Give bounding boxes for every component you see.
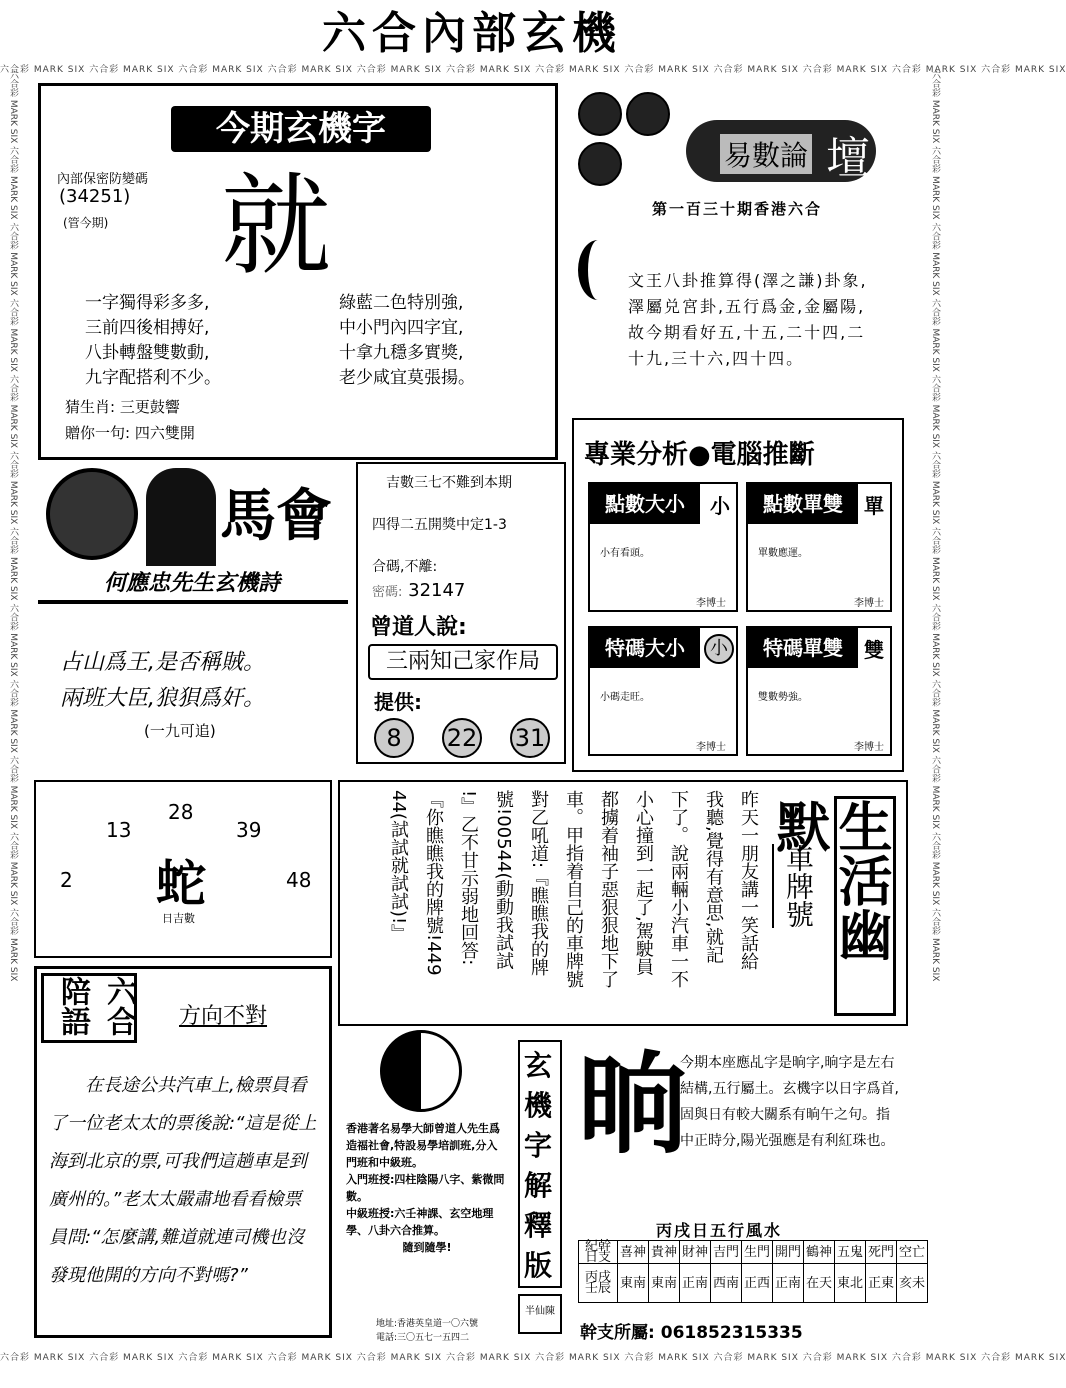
yishu-title-big: 壇 bbox=[826, 133, 870, 184]
code-value: 32147 bbox=[408, 580, 466, 601]
code-label: 密碼: bbox=[372, 585, 403, 600]
snake-box bbox=[34, 780, 332, 958]
table-cell: 西南 bbox=[711, 1264, 742, 1303]
page-title: 六合內部玄機 bbox=[322, 8, 622, 59]
poem-line: 一字獨得彩多多, bbox=[85, 293, 210, 313]
footer-value: 061852315335 bbox=[660, 1323, 803, 1343]
analysis-title: 專業分析●電腦推斷 bbox=[584, 440, 815, 470]
poem-line: 占山爲王,是否稱賊。 bbox=[60, 650, 265, 675]
poem-line: 綠藍二色特別強, bbox=[339, 293, 464, 313]
humor-subtitle: 車牌號 bbox=[772, 844, 818, 928]
lucky-number: 8 bbox=[374, 718, 414, 758]
master-welcome: 隨到隨學! bbox=[402, 1241, 452, 1254]
card-desc: 雙數勢強。 bbox=[758, 692, 808, 703]
table-header-cell: 喜神 bbox=[618, 1241, 649, 1264]
table-header-cell: 開門 bbox=[773, 1241, 804, 1264]
card-desc: 小有看頭。 bbox=[600, 548, 650, 559]
coin-icon bbox=[578, 142, 622, 186]
humor-column: 小心撞到一起了,駕駛員 bbox=[633, 790, 654, 976]
seal-box bbox=[518, 1294, 562, 1334]
snake-char: 蛇 bbox=[156, 854, 206, 913]
table-cell: 正東 bbox=[866, 1264, 897, 1303]
lucky-number: 22 bbox=[442, 718, 482, 758]
humor-column: 下了。說兩輛小汽車一不 bbox=[668, 790, 689, 988]
humor-column: 號!00544(動動我試試 bbox=[493, 790, 514, 970]
table-header-cell: 生門 bbox=[742, 1241, 773, 1264]
gift-row bbox=[65, 422, 195, 443]
joke-text: 在長途公共汽車上,檢票員看了一位老太太的票後說:“這是從上海到北京的票,可我們這趟車是到廣州的。”老太太嚴肅地看看檢票員問:“怎麼講,難道就連司機也沒發現他開的方向不對嗎?” bbox=[49, 1075, 317, 1286]
table-header-cell: 死門 bbox=[866, 1241, 897, 1264]
humor-column: 我聽,覺得有意思,就記 bbox=[703, 790, 724, 964]
right-stripe: 六合彩 MARK SIX 六合彩 MARK SIX 六合彩 MARK SIX 六合彩 MARK SIX 六合彩 MARK SIX 六合彩 MARK SIX 六合彩 MARK SIX 六合彩 MARK SIX 六合彩 MARK SIX 六合彩 MARK SIX 六合彩 MARK SIX 六合彩 MARK SIX bbox=[930, 70, 940, 982]
humor-columns bbox=[376, 790, 766, 1020]
humor-column: 昨天一朋友講一笑話給 bbox=[738, 790, 759, 970]
card-title: 點數單雙 bbox=[748, 484, 858, 524]
horse-emblem-icon bbox=[46, 468, 138, 560]
snake-number: 39 bbox=[236, 818, 262, 842]
lucky-number: 31 bbox=[510, 718, 550, 758]
master-text: 香港著名易學大師曾道人先生爲造福社會,特設易學培訓班,分入門班和中級班。 bbox=[346, 1122, 500, 1169]
gift-value: 四六雙開 bbox=[134, 424, 195, 442]
snake-label: 日吉數 bbox=[162, 912, 195, 925]
yishu-text: 文王八卦推算得(澤之謙)卦象,澤屬兑宮卦,五行爲金,金屬陽,故今期看好五,十五,二十四,二十九,三十六,四十四。 bbox=[628, 271, 868, 368]
secret-code: (34251) bbox=[59, 186, 131, 207]
humor-column: 都擄着袖子惡狠狠地下了 bbox=[598, 790, 619, 988]
table-header-cell: 空亡 bbox=[897, 1241, 928, 1264]
saying: 三兩知己家作局 bbox=[368, 644, 558, 680]
mahui-section bbox=[38, 468, 348, 608]
analysis-card bbox=[588, 482, 738, 612]
master-ad bbox=[346, 1120, 508, 1256]
analysis-card bbox=[588, 626, 738, 756]
joke-box bbox=[34, 966, 332, 1338]
card-title: 點數大小 bbox=[590, 484, 700, 524]
table-cell bbox=[579, 1264, 618, 1303]
xuanji-box bbox=[38, 83, 558, 460]
joke-badge bbox=[41, 973, 137, 1043]
dragon-icon bbox=[578, 240, 618, 300]
card-author: 李博士 bbox=[696, 742, 726, 753]
jishu-box bbox=[356, 462, 566, 764]
coin-icon bbox=[578, 92, 622, 136]
joke-title: 方向不對 bbox=[179, 1004, 268, 1029]
mahui-title: 馬會 bbox=[220, 483, 332, 549]
table-cell: 東南 bbox=[649, 1264, 680, 1303]
table-cell: 東北 bbox=[835, 1264, 866, 1303]
footer-label: 幹支所屬: bbox=[580, 1323, 655, 1343]
xuanji-title: 今期玄機字 bbox=[171, 106, 431, 152]
poem-line: 老少咸宜莫張揚。 bbox=[339, 368, 475, 388]
card-result: 雙 bbox=[864, 638, 884, 662]
table-header-cell: 貴神 bbox=[649, 1241, 680, 1264]
poem-line: 兩班大臣,狼狽爲奸。 bbox=[60, 686, 265, 711]
code-label: 內部保密防變碼 bbox=[57, 172, 149, 187]
table-header-cell: 鶴神 bbox=[804, 1241, 835, 1264]
card-author: 李博士 bbox=[696, 598, 726, 609]
table-cell: 東南 bbox=[618, 1264, 649, 1303]
yishu-period: 第一百三十期香港六合 bbox=[652, 200, 823, 218]
table-cell: 丙戌 bbox=[584, 1270, 611, 1285]
jishu-line2: 四得二五開獎中定1-3 bbox=[372, 517, 507, 533]
provide-label: 提供: bbox=[374, 690, 422, 714]
footer-row bbox=[580, 1318, 803, 1343]
table-cell: 正西 bbox=[742, 1264, 773, 1303]
code-note: (管今期) bbox=[63, 216, 109, 230]
poem-line: 中小門內四字宜, bbox=[339, 318, 464, 338]
seal-text: 半仙陳 bbox=[525, 1306, 555, 1317]
card-title: 特碼單雙 bbox=[748, 628, 858, 668]
mahui-poem bbox=[60, 645, 265, 717]
jiedu-text: 今期本座應乩字是晌字,晌字是左右結構,五行屬土。玄機字以日字爲首,固與日有較大關系有晌午之句。指中正時分,陽光强應是有利紅珠也。 bbox=[680, 1055, 899, 1149]
guess-label: 猜生肖: bbox=[65, 398, 116, 416]
mahui-subtitle: 何應忠先生玄機詩 bbox=[104, 571, 281, 596]
yishu-title: 易數論 bbox=[720, 134, 812, 174]
card-result: 單 bbox=[864, 494, 884, 518]
jiedu-vtitle: 玄機字解釋版 bbox=[524, 1049, 553, 1282]
code-row bbox=[372, 580, 465, 601]
underline bbox=[38, 600, 348, 604]
yinyang-icon bbox=[380, 1030, 462, 1112]
humor-box bbox=[338, 780, 908, 1026]
left-stripe: 六合彩 MARK SIX 六合彩 MARK SIX 六合彩 MARK SIX 六合彩 MARK SIX 六合彩 MARK SIX 六合彩 MARK SIX 六合彩 MARK SIX 六合彩 MARK SIX 六合彩 MARK SIX 六合彩 MARK SIX 六合彩 MARK SIX 六合彩 MARK SIX bbox=[8, 70, 18, 982]
table-cell: 正南 bbox=[773, 1264, 804, 1303]
fengshui-table bbox=[578, 1240, 928, 1303]
top-stripe: 六合彩 MARK SIX 六合彩 MARK SIX 六合彩 MARK SIX 六合彩 MARK SIX 六合彩 MARK SIX 六合彩 MARK SIX 六合彩 MARK SIX 六合彩 MARK SIX 六合彩 MARK SIX 六合彩 MARK SIX 六合彩 MARK SIX 六合彩 MARK SIX bbox=[0, 65, 1066, 75]
snake-number: 2 bbox=[60, 868, 73, 892]
card-result: 小 bbox=[710, 494, 730, 518]
saying-title: 曾道人說: bbox=[370, 615, 467, 640]
poem-line: 八卦轉盤雙數動, bbox=[85, 343, 210, 363]
poem-line: 三前四後相搏好, bbox=[85, 318, 210, 338]
master-addr: 地址:香港英皇道一〇六號 bbox=[376, 1319, 479, 1329]
master-mid: 中級班授:六壬神課、玄空地理學、八卦六合推算。 bbox=[346, 1207, 494, 1237]
analysis-box bbox=[572, 418, 904, 772]
bottom-stripe: 六合彩 MARK SIX 六合彩 MARK SIX 六合彩 MARK SIX 六合彩 MARK SIX 六合彩 MARK SIX 六合彩 MARK SIX 六合彩 MARK SIX 六合彩 MARK SIX 六合彩 MARK SIX 六合彩 MARK SIX 六合彩 MARK SIX 六合彩 MARK SIX bbox=[0, 1353, 1066, 1363]
snake-number: 13 bbox=[106, 818, 132, 842]
humor-column: 對乙吼道:『瞧瞧我的牌 bbox=[528, 790, 549, 977]
table-header-cell: 紀幹日支 bbox=[579, 1241, 618, 1264]
humor-column: 『你瞧瞧我的牌號!449 bbox=[423, 790, 444, 976]
table-cell: 在天 bbox=[804, 1264, 835, 1303]
card-author: 李博士 bbox=[854, 742, 884, 753]
humor-column: !』乙不甘示弱地回答: bbox=[458, 790, 479, 966]
snake-number: 28 bbox=[168, 800, 194, 824]
gift-label: 贈你一句: bbox=[65, 424, 131, 442]
yishu-banner bbox=[686, 120, 876, 182]
table-header-cell: 五鬼 bbox=[835, 1241, 866, 1264]
card-title: 特碼大小 bbox=[590, 628, 700, 668]
combo-label: 合碼,不離: bbox=[372, 559, 438, 575]
card-desc: 單數應運。 bbox=[758, 548, 808, 559]
master-tel: 電話:三〇五七一五四二 bbox=[376, 1333, 470, 1343]
card-result: 小 bbox=[704, 634, 734, 664]
table-cell: 壬辰 bbox=[584, 1281, 611, 1296]
card-desc: 小碼走旺。 bbox=[600, 692, 650, 703]
analysis-card bbox=[746, 626, 892, 756]
poem-left bbox=[85, 291, 221, 391]
snake-number: 48 bbox=[286, 868, 312, 892]
jishu-line1: 吉數三七不難到本期 bbox=[386, 475, 512, 491]
coin-icon bbox=[626, 92, 670, 136]
jiedu-char: 晌 bbox=[578, 1040, 688, 1169]
table-title: 丙戌日五行風水 bbox=[656, 1221, 783, 1240]
poem-line: 十拿九穩多實獎, bbox=[339, 343, 464, 363]
humor-column: 車。甲指着自己的車牌號 bbox=[563, 790, 584, 988]
portrait bbox=[146, 468, 216, 566]
guess-row bbox=[65, 396, 180, 417]
guess-value: 三更鼓響 bbox=[119, 398, 180, 416]
humor-title: 生活幽默 bbox=[834, 796, 896, 1016]
badge-a: 六合 bbox=[101, 976, 136, 1036]
table-row bbox=[579, 1241, 928, 1264]
table-row bbox=[579, 1264, 928, 1303]
table-cell: 亥未 bbox=[897, 1264, 928, 1303]
jiedu-vtitle-box bbox=[518, 1040, 562, 1288]
mahui-note: (一九可追) bbox=[144, 722, 216, 740]
master-entry: 入門班授:四柱陰陽八字、紫微問數。 bbox=[346, 1173, 505, 1203]
table-header-cell: 吉門 bbox=[711, 1241, 742, 1264]
mystery-char: 就 bbox=[221, 162, 331, 290]
card-author: 李博士 bbox=[854, 598, 884, 609]
humor-column: 44(試試就試試)!』 bbox=[388, 790, 409, 943]
analysis-card bbox=[746, 482, 892, 612]
poem-line: 九字配搭利不少。 bbox=[85, 368, 221, 388]
coins-decoration bbox=[578, 92, 688, 202]
table-cell: 正南 bbox=[680, 1264, 711, 1303]
poem-right bbox=[339, 291, 475, 391]
badge-b: 陪語 bbox=[55, 976, 90, 1036]
table-header-cell: 財神 bbox=[680, 1241, 711, 1264]
